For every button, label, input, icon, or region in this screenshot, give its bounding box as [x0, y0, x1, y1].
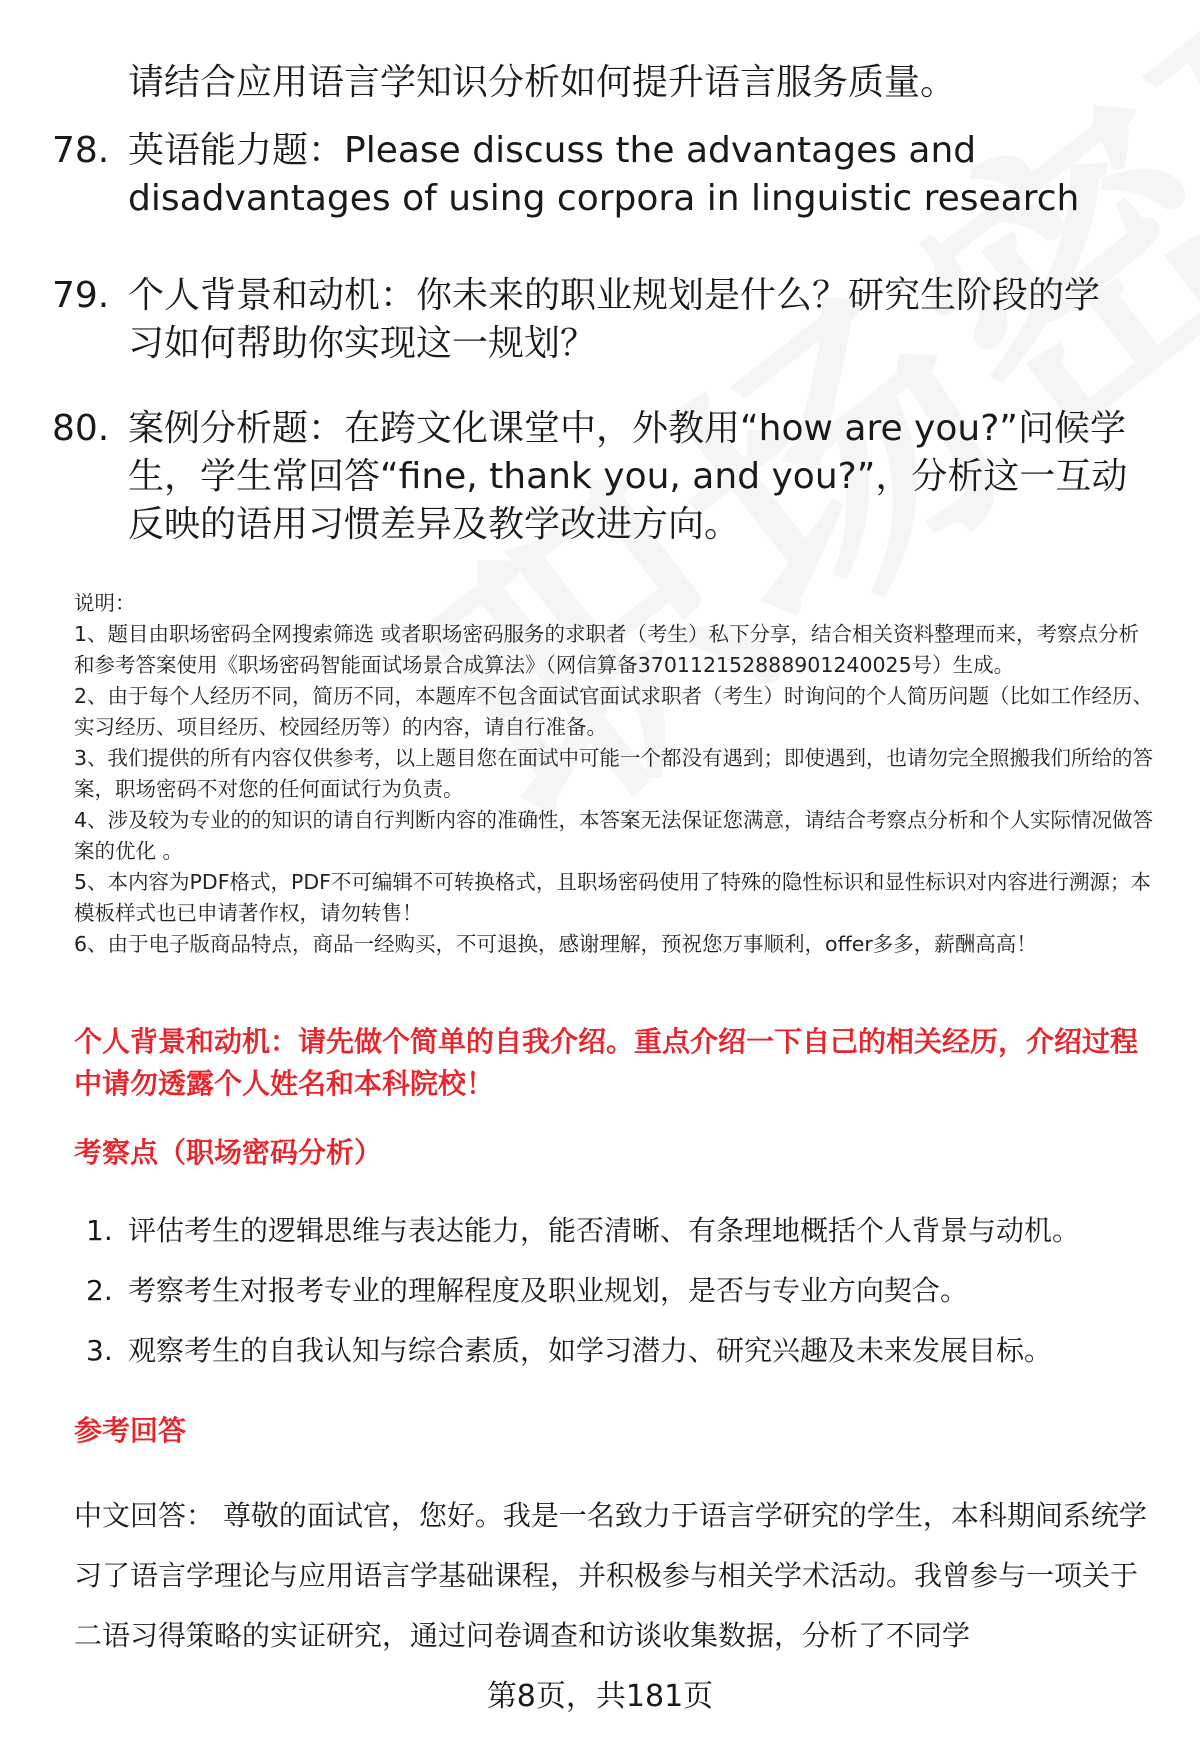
question-text: 案例分析题：在跨文化课堂中，外教用“how are you?”问候学生，学生常回答“fine, thank you, and you?”，分析这一互动反映的语用习惯差异及教学改进方向。 [128, 408, 1128, 545]
exam-point-item [86, 1211, 1166, 1251]
question-text: 英语能力题：Please discuss the advantages and disadvantages of using corpora in linguistic research [128, 130, 1080, 219]
note-item: 1、题目由职场密码全网搜索筛选 或者职场密码服务的求职者（考生）私下分享，结合相关资料整理而来，考察点分析和参考答案使用《职场密码智能面试场景合成算法》（网信算备370112152888901240025号）生成。 [74, 622, 1140, 677]
exam-point-item [86, 1331, 1166, 1371]
reference-answer-text: 中文回答： 尊敬的面试官，您好。我是一名致力于语言学研究的学生，本科期间系统学习了语言学理论与应用语言学基础课程，并积极参与相关学术活动。我曾参与一项关于二语习得策略的实证研究，通过问卷调查和访谈收集数据，分析了不同学 [74, 1499, 1147, 1652]
note-item: 4、涉及较为专业的的知识的请自行判断内容的准确性，本答案无法保证您满意，请结合考察点分析和个人实际情况做答案的优化 。 [74, 808, 1154, 863]
exam-point-number: 1. [86, 1214, 113, 1247]
notes-section [74, 588, 1154, 960]
question-77-continuation: 请结合应用语言学知识分析如何提升语言服务质量。 [128, 62, 957, 103]
question-number: 80. [52, 408, 110, 449]
exam-points-heading: 考察点（职场密码分析） [74, 1136, 383, 1169]
question-80 [52, 405, 1152, 549]
exam-point-text: 考察考生对报考专业的理解程度及职业规划，是否与专业方向契合。 [128, 1274, 969, 1307]
notes-title: 说明： [74, 591, 136, 615]
note-item: 3、我们提供的所有内容仅供参考，以上题目您在面试中可能一个都没有遇到；即使遇到，也请勿完全照搬我们所给的答案，职场密码不对您的任何面试行为负责。 [74, 746, 1154, 801]
question-number: 78. [52, 130, 110, 171]
exam-point-number: 3. [86, 1334, 113, 1367]
question-number: 79. [52, 275, 110, 316]
question-78 [52, 127, 1152, 223]
note-item: 2、由于每个人经历不同，简历不同，本题库不包含面试官面试求职者（考生）时询问的个人简历问题（比如工作经历、实习经历、项目经历、校园经历等）的内容，请自行准备。 [74, 684, 1154, 739]
page-number: 第8页，共181页 [486, 1679, 714, 1714]
exam-point-text: 评估考生的逻辑思维与表达能力，能否清晰、有条理地概括个人背景与动机。 [128, 1214, 1081, 1247]
note-item: 5、本内容为PDF格式，PDF不可编辑不可转换格式，且职场密码使用了特殊的隐性标识和显性标识对内容进行溯源；本模板样式也已申请著作权，请勿转售！ [74, 870, 1151, 925]
reference-answer-heading: 参考回答 [74, 1414, 187, 1447]
question-79 [52, 272, 1152, 368]
exam-point-number: 2. [86, 1274, 113, 1307]
note-item: 6、由于电子版商品特点，商品一经购买，不可退换，感谢理解，预祝您万事顺利，offer多多，薪酬高高！ [74, 932, 1037, 956]
exam-point-item [86, 1271, 1166, 1311]
question-text: 个人背景和动机：你未来的职业规划是什么？研究生阶段的学习如何帮助你实现这一规划？ [128, 275, 1101, 364]
exam-point-text: 观察考生的自我认知与综合素质，如学习潜力、研究兴趣及未来发展目标。 [128, 1334, 1053, 1367]
featured-question: 个人背景和动机：请先做个简单的自我介绍。重点介绍一下自己的相关经历，介绍过程中请勿透露个人姓名和本科院校！ [74, 1025, 1139, 1100]
